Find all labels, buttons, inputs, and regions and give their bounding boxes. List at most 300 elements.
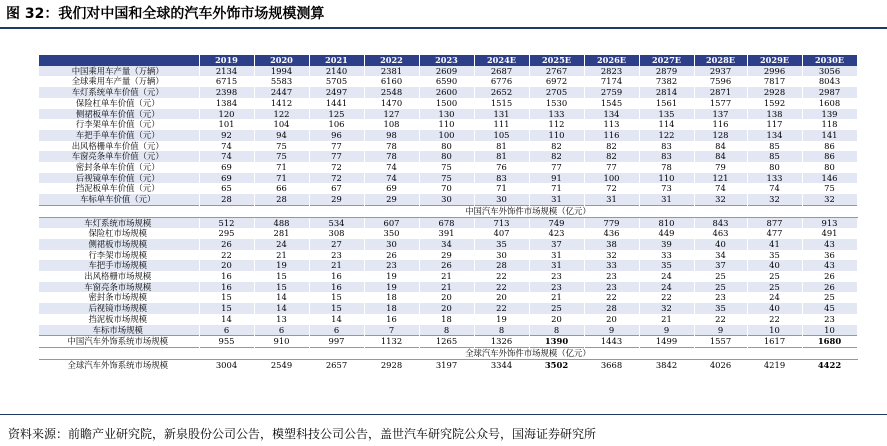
table-cell: 31 (584, 194, 639, 205)
table-cell: 20 (419, 292, 474, 303)
row-label: 侧裙板单车价值（元） (39, 109, 199, 120)
table-cell: 15 (199, 292, 254, 303)
table-cell: 130 (419, 109, 474, 120)
table-cell: 8043 (802, 76, 857, 87)
table-cell: 32 (694, 194, 747, 205)
table-cell: 71 (254, 173, 309, 184)
row-label: 出风格栅市场规模 (39, 271, 199, 282)
table-cell: 86 (802, 151, 857, 162)
table-cell: 35 (747, 250, 802, 261)
table-cell: 40 (747, 260, 802, 271)
table-cell: 120 (199, 109, 254, 120)
table-cell: 116 (584, 130, 639, 141)
table-cell: 512 (199, 217, 254, 228)
table-cell: 1557 (694, 336, 747, 348)
table-cell: 6590 (419, 76, 474, 87)
table-cell: 1500 (419, 98, 474, 109)
table-cell: 34 (419, 239, 474, 250)
row-label: 车灯系统市场规模 (39, 217, 199, 228)
table-cell: 1608 (802, 98, 857, 109)
table-cell: 308 (309, 228, 364, 239)
row-label: 车灯系统单车价值（元） (39, 87, 199, 98)
table-cell: 749 (529, 217, 584, 228)
table-cell: 23 (802, 314, 857, 325)
table-cell: 22 (584, 292, 639, 303)
table-cell: 30 (419, 194, 474, 205)
table-cell: 28 (474, 260, 529, 271)
table-cell: 2548 (364, 87, 419, 98)
table-cell: 21 (419, 282, 474, 293)
table-row (39, 217, 857, 228)
row-label: 保险杠市场规模 (39, 228, 199, 239)
table-cell: 21 (419, 271, 474, 282)
table-cell: 22 (474, 282, 529, 293)
year-header: 2026E (584, 55, 639, 66)
table-cell: 2609 (419, 66, 474, 77)
table-cell: 70 (419, 183, 474, 194)
table-cell: 112 (529, 119, 584, 130)
table-cell: 2759 (584, 87, 639, 98)
table-cell: 1994 (254, 66, 309, 77)
table-cell: 2871 (694, 87, 747, 98)
table-cell: 106 (309, 119, 364, 130)
table-cell: 80 (419, 141, 474, 152)
table-row (39, 271, 857, 282)
table-cell: 4026 (694, 359, 747, 370)
section-header: 中国汽车外饰件市场规模（亿元） (199, 205, 857, 217)
table-cell: 1680 (802, 336, 857, 348)
table-cell: 7382 (639, 76, 694, 87)
table-cell: 22 (474, 271, 529, 282)
table-cell: 2657 (309, 359, 364, 370)
table-cell: 26 (802, 271, 857, 282)
table-cell: 74 (199, 141, 254, 152)
table-cell: 3197 (419, 359, 474, 370)
table-cell: 1326 (474, 336, 529, 348)
table-cell: 40 (747, 303, 802, 314)
table-cell: 8 (474, 325, 529, 336)
table-cell: 6 (309, 325, 364, 336)
table-cell: 19 (364, 282, 419, 293)
table-cell: 423 (529, 228, 584, 239)
table-cell: 2767 (529, 66, 584, 77)
table-cell: 24 (747, 292, 802, 303)
table-cell: 65 (199, 183, 254, 194)
table-cell: 20 (584, 314, 639, 325)
year-header: 2030E (802, 55, 857, 66)
table-cell: 26 (199, 239, 254, 250)
table-cell: 75 (254, 141, 309, 152)
table-cell: 94 (254, 130, 309, 141)
table-cell: 69 (199, 173, 254, 184)
table-cell: 41 (747, 239, 802, 250)
table-cell: 72 (309, 162, 364, 173)
row-label: 密封条市场规模 (39, 292, 199, 303)
table-cell: 78 (639, 162, 694, 173)
table-body (39, 66, 857, 371)
table-cell: 19 (364, 271, 419, 282)
table-cell: 25 (529, 303, 584, 314)
table-cell: 21 (639, 314, 694, 325)
header-corner (39, 55, 199, 66)
table-cell: 1265 (419, 336, 474, 348)
row-label: 挡泥板单车价值（元） (39, 183, 199, 194)
table-cell: 1530 (529, 98, 584, 109)
table-row (39, 173, 857, 184)
table-cell: 20 (474, 292, 529, 303)
year-header: 2020 (254, 55, 309, 66)
table-cell: 32 (802, 194, 857, 205)
table-cell: 92 (199, 130, 254, 141)
table-cell: 10 (747, 325, 802, 336)
table-cell: 105 (474, 130, 529, 141)
row-label: 全球乘用车产量（万辆） (39, 76, 199, 87)
table-cell: 2705 (529, 87, 584, 98)
table-cell: 1412 (254, 98, 309, 109)
market-size-table-wrapper (39, 55, 857, 370)
table-cell: 32 (747, 194, 802, 205)
table-row (39, 119, 857, 130)
table-cell: 2600 (419, 87, 474, 98)
table-cell: 22 (747, 314, 802, 325)
table-cell: 74 (364, 173, 419, 184)
table-cell: 77 (529, 162, 584, 173)
table-cell: 80 (802, 162, 857, 173)
china-total-row (39, 336, 857, 348)
table-cell: 1617 (747, 336, 802, 348)
table-cell: 4219 (747, 359, 802, 370)
table-cell: 913 (802, 217, 857, 228)
table-cell: 19 (474, 314, 529, 325)
row-label: 行李架市场规模 (39, 250, 199, 261)
table-cell: 463 (694, 228, 747, 239)
table-cell: 9 (584, 325, 639, 336)
table-cell: 77 (309, 151, 364, 162)
table-cell: 71 (529, 183, 584, 194)
year-header: 2025E (529, 55, 584, 66)
table-cell: 9 (639, 325, 694, 336)
table-cell: 118 (802, 119, 857, 130)
table-cell: 1499 (639, 336, 694, 348)
table-row (39, 250, 857, 261)
table-cell: 38 (584, 239, 639, 250)
table-cell: 137 (694, 109, 747, 120)
table-cell: 22 (639, 292, 694, 303)
table-cell: 16 (199, 282, 254, 293)
table-cell: 40 (694, 239, 747, 250)
bottom-divider (0, 414, 887, 415)
table-cell: 113 (584, 119, 639, 130)
table-cell: 2652 (474, 87, 529, 98)
table-cell: 43 (802, 260, 857, 271)
table-cell: 436 (584, 228, 639, 239)
year-header: 2029E (747, 55, 802, 66)
table-cell: 23 (529, 271, 584, 282)
table-cell: 16 (309, 271, 364, 282)
table-cell: 122 (254, 109, 309, 120)
table-cell: 713 (474, 217, 529, 228)
title-divider (0, 27, 887, 29)
table-cell: 6715 (199, 76, 254, 87)
table-cell: 26 (364, 250, 419, 261)
table-cell: 31 (529, 260, 584, 271)
table-cell: 295 (199, 228, 254, 239)
table-cell: 1592 (747, 98, 802, 109)
table-cell: 71 (474, 183, 529, 194)
table-cell: 13 (254, 314, 309, 325)
table-cell: 3344 (474, 359, 529, 370)
table-cell: 22 (199, 250, 254, 261)
table-cell: 96 (309, 130, 364, 141)
figure-title: 图 32：我们对中国和全球的汽车外饰市场规模测算 (6, 6, 325, 22)
table-cell: 29 (419, 250, 474, 261)
table-cell: 2549 (254, 359, 309, 370)
year-header: 2022 (364, 55, 419, 66)
table-row (39, 162, 857, 173)
table-cell: 31 (639, 194, 694, 205)
table-cell: 14 (309, 314, 364, 325)
table-cell: 32 (584, 250, 639, 261)
table-cell: 2381 (364, 66, 419, 77)
table-cell: 110 (529, 130, 584, 141)
row-label: 车把手市场规模 (39, 260, 199, 271)
table-row (39, 183, 857, 194)
table-cell: 71 (254, 162, 309, 173)
table-cell: 15 (309, 292, 364, 303)
table-cell: 67 (309, 183, 364, 194)
table-cell: 21 (309, 260, 364, 271)
table-cell: 43 (802, 239, 857, 250)
table-cell: 25 (747, 271, 802, 282)
table-cell: 1577 (694, 98, 747, 109)
table-row (39, 66, 857, 77)
row-label: 挡泥板市场规模 (39, 314, 199, 325)
table-cell: 83 (474, 173, 529, 184)
table-cell: 22 (474, 303, 529, 314)
table-cell: 15 (199, 303, 254, 314)
table-cell: 138 (747, 109, 802, 120)
table-cell: 80 (419, 151, 474, 162)
table-cell: 16 (199, 271, 254, 282)
table-row (39, 109, 857, 120)
table-cell: 2879 (639, 66, 694, 77)
table-cell: 5705 (309, 76, 364, 87)
year-header: 2021 (309, 55, 364, 66)
table-cell: 35 (694, 303, 747, 314)
table-cell: 133 (747, 173, 802, 184)
table-cell: 91 (529, 173, 584, 184)
table-cell: 36 (802, 250, 857, 261)
row-label: 后视镜单车价值（元） (39, 173, 199, 184)
table-cell: 18 (419, 314, 474, 325)
table-cell: 25 (747, 282, 802, 293)
table-cell: 74 (364, 162, 419, 173)
table-cell: 133 (529, 109, 584, 120)
table-cell: 20 (419, 303, 474, 314)
table-cell: 997 (309, 336, 364, 348)
table-cell: 2928 (364, 359, 419, 370)
table-row (39, 194, 857, 205)
table-cell: 21 (529, 292, 584, 303)
section-row-global (39, 347, 857, 359)
year-header: 2023 (419, 55, 474, 66)
table-cell: 69 (199, 162, 254, 173)
table-cell: 14 (199, 314, 254, 325)
table-cell: 81 (474, 141, 529, 152)
table-cell: 3668 (584, 359, 639, 370)
table-cell: 85 (747, 151, 802, 162)
table-cell: 22 (694, 314, 747, 325)
table-cell: 24 (639, 271, 694, 282)
table-cell: 25 (694, 282, 747, 293)
table-cell: 82 (584, 151, 639, 162)
table-row (39, 314, 857, 325)
table-cell: 80 (747, 162, 802, 173)
table-cell: 27 (309, 239, 364, 250)
table-cell: 98 (364, 130, 419, 141)
table-cell: 7 (364, 325, 419, 336)
table-cell: 139 (802, 109, 857, 120)
market-size-table (39, 55, 858, 370)
table-cell: 104 (254, 119, 309, 130)
table-cell: 26 (802, 282, 857, 293)
table-cell: 1443 (584, 336, 639, 348)
table-cell: 1441 (309, 98, 364, 109)
table-cell: 141 (802, 130, 857, 141)
table-cell: 10 (802, 325, 857, 336)
table-cell: 1515 (474, 98, 529, 109)
section-row-china (39, 205, 857, 217)
table-cell: 128 (694, 130, 747, 141)
table-cell: 5583 (254, 76, 309, 87)
table-cell: 407 (474, 228, 529, 239)
table-cell: 35 (474, 239, 529, 250)
table-cell: 18 (364, 292, 419, 303)
table-cell: 28 (199, 194, 254, 205)
table-cell: 2814 (639, 87, 694, 98)
table-cell: 18 (364, 303, 419, 314)
table-cell: 1384 (199, 98, 254, 109)
table-cell: 101 (199, 119, 254, 130)
table-cell: 477 (747, 228, 802, 239)
table-cell: 449 (639, 228, 694, 239)
table-cell: 1561 (639, 98, 694, 109)
table-cell: 77 (584, 162, 639, 173)
table-row (39, 76, 857, 87)
row-label: 密封条单车价值（元） (39, 162, 199, 173)
table-cell: 534 (309, 217, 364, 228)
table-cell: 75 (254, 151, 309, 162)
table-cell: 78 (364, 151, 419, 162)
table-cell: 14 (254, 292, 309, 303)
year-header: 2019 (199, 55, 254, 66)
table-cell: 79 (694, 162, 747, 173)
table-cell: 82 (584, 141, 639, 152)
year-header-row (39, 55, 857, 66)
row-label: 车窗亮条单车价值（元） (39, 151, 199, 162)
table-cell: 3056 (802, 66, 857, 77)
table-cell: 1132 (364, 336, 419, 348)
table-cell: 121 (694, 173, 747, 184)
table-cell: 14 (254, 303, 309, 314)
table-cell: 19 (254, 260, 309, 271)
table-cell: 678 (419, 217, 474, 228)
table-cell: 23 (694, 292, 747, 303)
section-header: 全球汽车外饰件市场规模（亿元） (199, 347, 857, 359)
table-cell: 23 (584, 282, 639, 293)
global-total-row (39, 359, 857, 370)
table-cell: 2996 (747, 66, 802, 77)
section-blank-cell (39, 347, 199, 359)
table-cell: 85 (747, 141, 802, 152)
table-cell: 6776 (474, 76, 529, 87)
table-cell: 910 (254, 336, 309, 348)
row-label: 出风格栅单车价值（元） (39, 141, 199, 152)
table-row (39, 292, 857, 303)
table-cell: 122 (639, 130, 694, 141)
table-cell: 134 (584, 109, 639, 120)
table-cell: 1545 (584, 98, 639, 109)
table-cell: 7596 (694, 76, 747, 87)
table-cell: 281 (254, 228, 309, 239)
table-cell: 33 (584, 260, 639, 271)
table-cell: 33 (639, 250, 694, 261)
table-cell: 6 (199, 325, 254, 336)
table-cell: 37 (529, 239, 584, 250)
table-cell: 6972 (529, 76, 584, 87)
table-cell: 100 (584, 173, 639, 184)
table-cell: 72 (584, 183, 639, 194)
table-cell: 125 (309, 109, 364, 120)
table-cell: 77 (309, 141, 364, 152)
row-label: 全球汽车外饰系统市场规模 (39, 359, 199, 370)
table-cell: 24 (254, 239, 309, 250)
table-cell: 28 (254, 194, 309, 205)
table-cell: 29 (364, 194, 419, 205)
table-cell: 131 (474, 109, 529, 120)
row-label: 车标单车价值（元） (39, 194, 199, 205)
row-label: 后视镜市场规模 (39, 303, 199, 314)
table-cell: 73 (639, 183, 694, 194)
table-cell: 84 (694, 141, 747, 152)
table-cell: 23 (584, 271, 639, 282)
table-cell: 72 (309, 173, 364, 184)
table-cell: 20 (529, 314, 584, 325)
table-cell: 108 (364, 119, 419, 130)
table-row (39, 98, 857, 109)
table-cell: 6 (254, 325, 309, 336)
row-label: 保险杠单车价值（元） (39, 98, 199, 109)
row-label: 车把手单车价值（元） (39, 130, 199, 141)
table-cell: 82 (529, 151, 584, 162)
table-cell: 4422 (802, 359, 857, 370)
table-cell: 2937 (694, 66, 747, 77)
table-cell: 3502 (529, 359, 584, 370)
table-cell: 20 (199, 260, 254, 271)
section-blank-cell (39, 205, 199, 217)
table-row (39, 141, 857, 152)
row-label: 中国汽车外饰系统市场规模 (39, 336, 199, 348)
table-cell: 23 (529, 282, 584, 293)
table-cell: 31 (529, 194, 584, 205)
table-cell: 25 (694, 271, 747, 282)
table-cell: 23 (364, 260, 419, 271)
table-cell: 45 (802, 303, 857, 314)
table-cell: 2398 (199, 87, 254, 98)
table-cell: 114 (639, 119, 694, 130)
table-cell: 116 (694, 119, 747, 130)
table-cell: 391 (419, 228, 474, 239)
